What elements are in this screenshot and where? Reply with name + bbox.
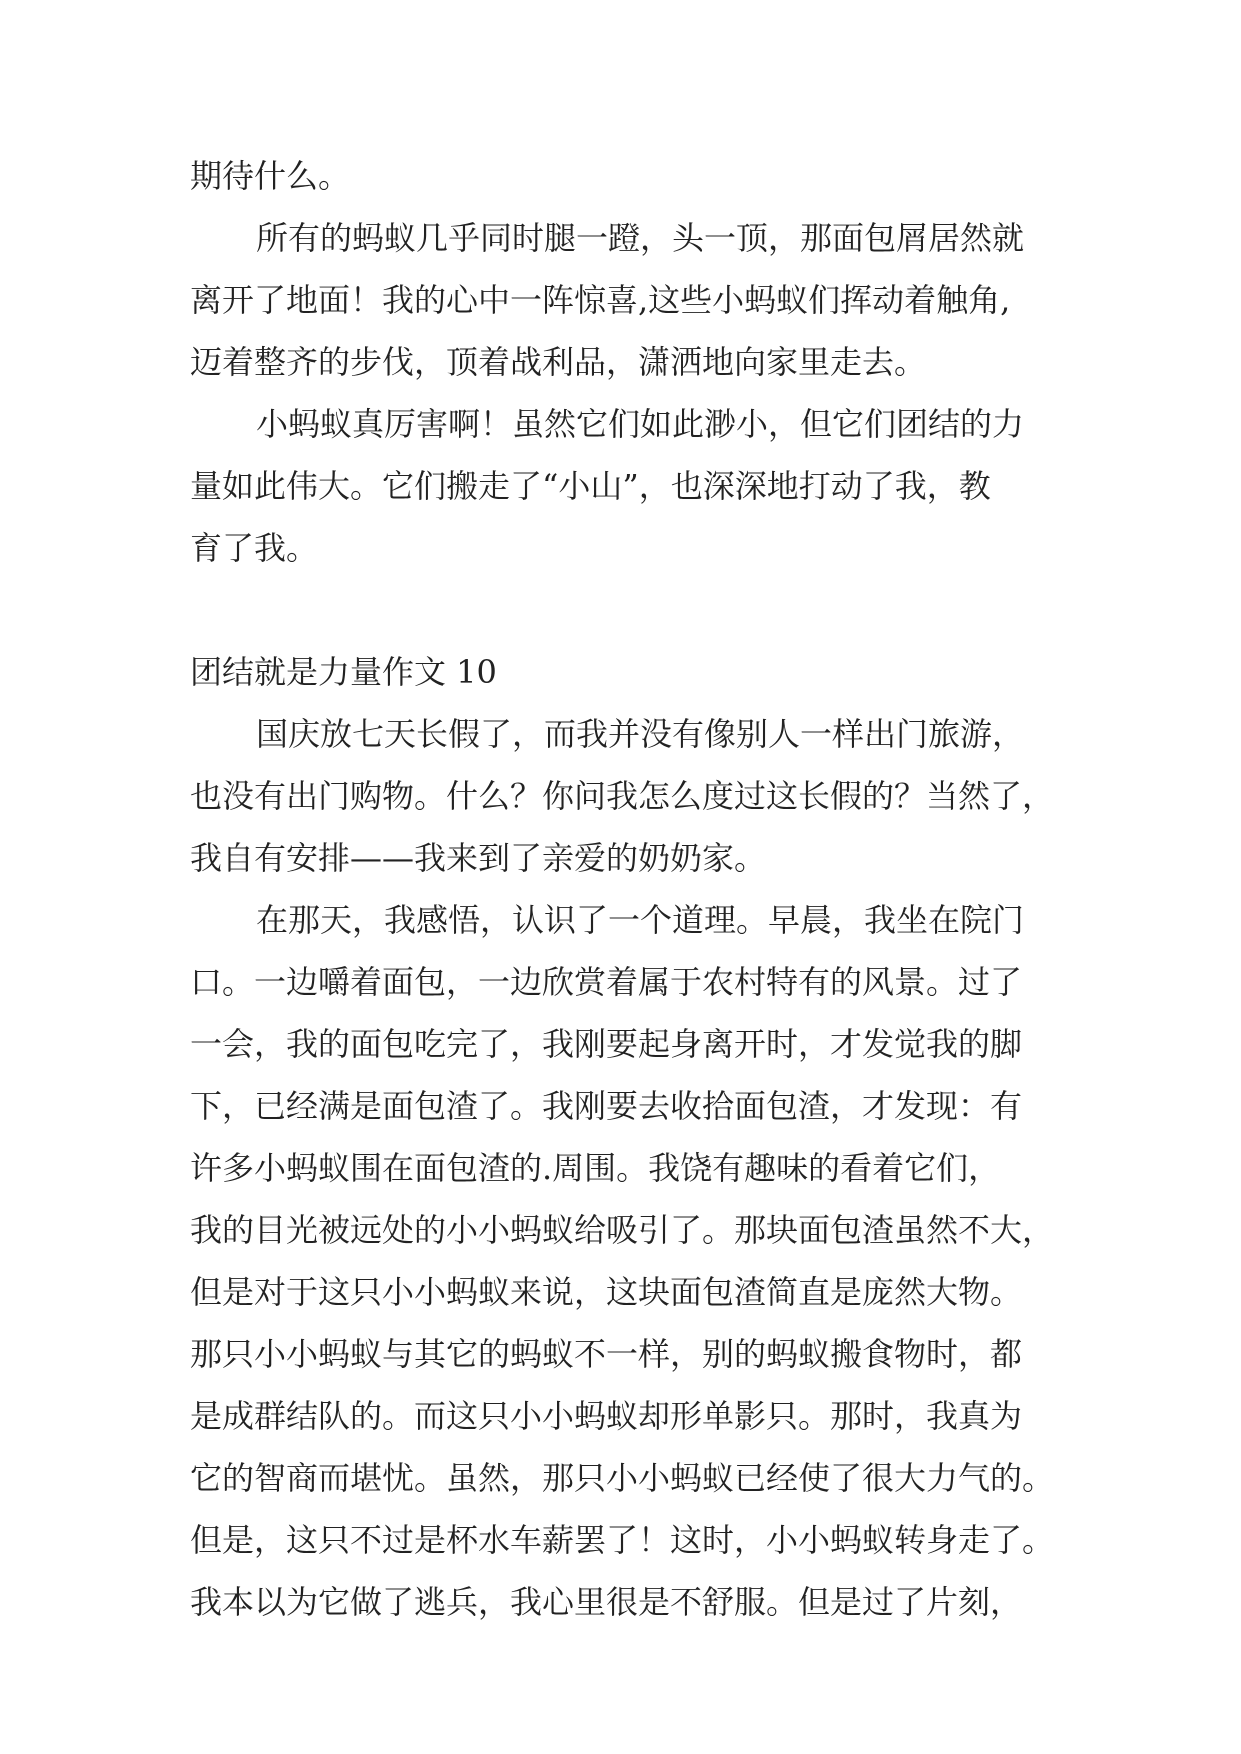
paragraph-line: 期待什么。: [190, 157, 351, 195]
paragraph-line: 国庆放七天长假了，而我并没有像别人一样出门旅游，: [256, 715, 1025, 753]
paragraph-line: 一会，我的面包吃完了，我刚要起身离开时，才发觉我的脚: [190, 1025, 1023, 1063]
paragraph-line: 我自有安排——我来到了亲爱的奶奶家。: [190, 839, 767, 877]
paragraph-line: 我本以为它做了逃兵，我心里很是不舒服。但是过了片刻，: [190, 1583, 1023, 1621]
section-title: 团结就是力量作文 10: [190, 653, 497, 691]
paragraph-line: 也没有出门购物。什么？你问我怎么度过这长假的？当然了，: [190, 777, 1055, 815]
paragraph-line: 是成群结队的。而这只小小蚂蚁却形单影只。那时，我真为: [190, 1397, 1023, 1435]
paragraph-line: 它的智商而堪忧。虽然，那只小小蚂蚁已经使了很大力气的。: [190, 1459, 1055, 1497]
paragraph-line: 那只小小蚂蚁与其它的蚂蚁不一样，别的蚂蚁搬食物时，都: [190, 1335, 1023, 1373]
paragraph-line: 育了我。: [190, 529, 319, 567]
paragraph-line: 下，已经满是面包渣了。我刚要去收拾面包渣，才发现：有: [190, 1087, 1023, 1125]
paragraph-line: 迈着整齐的步伐，顶着战利品，潇洒地向家里走去。: [190, 343, 927, 381]
paragraph-line: 口。一边嚼着面包，一边欣赏着属于农村特有的风景。过了: [190, 963, 1023, 1001]
paragraph-line: 但是对于这只小小蚂蚁来说，这块面包渣简直是庞然大物。: [190, 1273, 1023, 1311]
paragraph-line: 离开了地面！我的心中一阵惊喜,这些小蚂蚁们挥动着触角,: [190, 281, 1011, 319]
paragraph-line: 我的目光被远处的小小蚂蚁给吸引了。那块面包渣虽然不大，: [190, 1211, 1055, 1249]
paragraph-line: 所有的蚂蚁几乎同时腿一蹬，头一顶，那面包屑居然就: [256, 219, 1025, 257]
paragraph-line: 在那天，我感悟，认识了一个道理。早晨，我坐在院门: [256, 901, 1025, 939]
paragraph-line: 许多小蚂蚁围在面包渣的.周围。我饶有趣味的看着它们，: [190, 1149, 1001, 1187]
paragraph-line: 但是，这只不过是杯水车薪罢了！这时，小小蚂蚁转身走了。: [190, 1521, 1055, 1559]
paragraph-line: 量如此伟大。它们搬走了“小山”，也深深地打动了我，教: [190, 467, 991, 505]
paragraph-line: 小蚂蚁真厉害啊！虽然它们如此渺小，但它们团结的力: [256, 405, 1025, 443]
